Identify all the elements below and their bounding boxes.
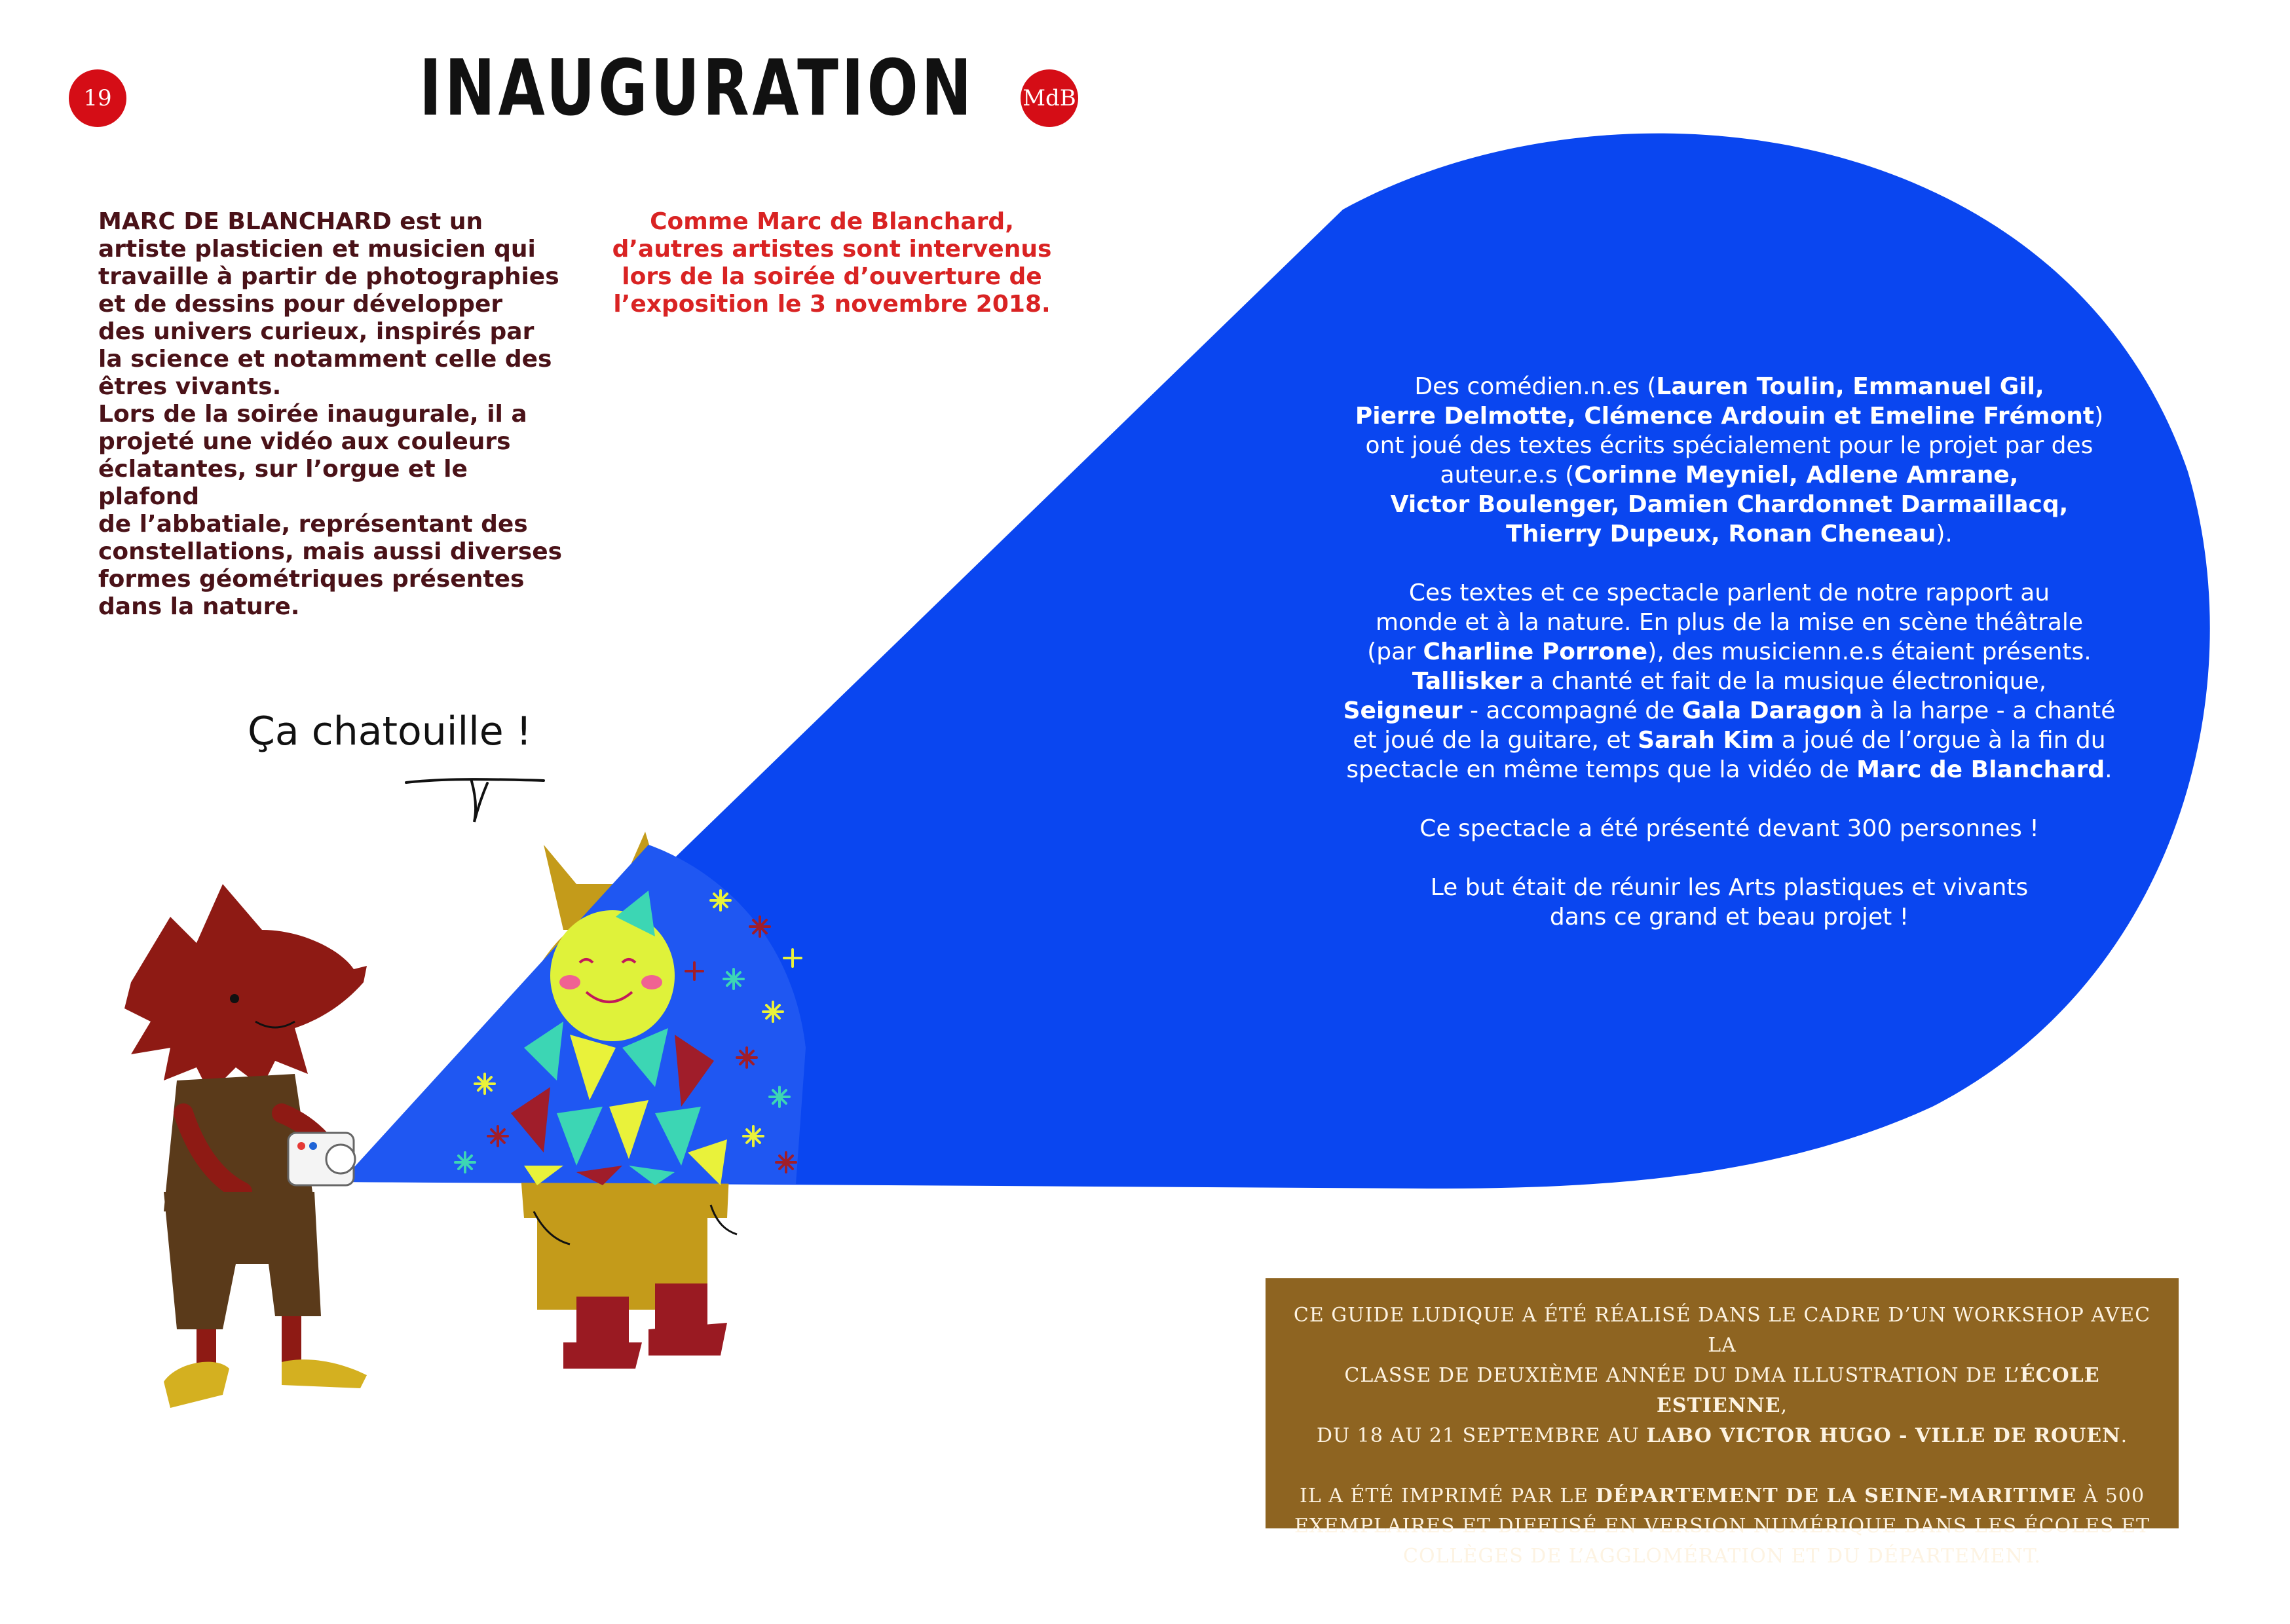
beam-paragraph-1: Des comédien.n.es (Lauren Toulin, Emmanuel Gil, Pierre Delmotte, Clémence Ardouin et Emeline Frémont) ont joué des textes écrits spécialement pour le projet par des auteur.e.s (Corinne Meyniel, Adlene Amrane, Victor Boulenger, Damien Chardonnet Darmaillacq, Thierry Dupeux, Ronan Cheneau). [1355, 373, 2104, 547]
text-line: projeté une vidéo aux couleurs [98, 428, 511, 455]
text-line: l’exposition le 3 novembre 2018. [613, 291, 1051, 318]
text-line: constellations, mais aussi diverses [98, 538, 563, 565]
text-line: et de dessins pour développer [98, 291, 503, 318]
artist-initials-badge [1021, 69, 1078, 127]
text-line: travaille à partir de photographies [98, 263, 559, 290]
speech-bubble-text: Ça chatouille ! [248, 709, 532, 754]
text-line: Comme Marc de Blanchard, [650, 208, 1014, 235]
text-line: dans la nature. [98, 593, 300, 620]
beam-paragraph-2: Ces textes et ce spectacle parlent de notre rapport au monde et à la nature. En plus de la mise en scène théâtrale (par Charline Porrone), des musicienn.e.s étaient présents. Tallisker a chanté et fait de la musique électronique, Seigneur - accompagné de Gala Daragon à la harpe - a chanté et joué de la guitare, et Sarah Kim a joué de l’orgue à la fin du spectacle en même temps que la vidéo de Marc de Blanchard. [1343, 580, 2116, 783]
credits-paragraph-1: CE GUIDE LUDIQUE A ÉTÉ RÉALISÉ DANS LE CADRE D’UN WORKSHOP AVEC LA CLASSE DE DEUXIÈME ANNÉE DU DMA ILLUSTRATION DE L’ÉCOLE ESTIENNE, DU 18 AU 21 SEPTEMBRE AU LABO VICTOR HUGO - VILLE DE ROUEN. [1293, 1304, 2151, 1447]
page-number: 19 [83, 85, 112, 111]
text-line: des univers curieux, inspirés par [98, 318, 535, 345]
text-line: lors de la soirée d’ouverture de [622, 263, 1042, 290]
text-line: la science et notamment celle des [98, 346, 552, 373]
text-line: d’autres artistes sont intervenus [612, 236, 1052, 263]
artist-initials: MdB [1023, 85, 1076, 111]
text-line: êtres vivants. [98, 373, 282, 400]
camera-icon [288, 1133, 355, 1185]
text-line: éclatantes, sur l’orgue et le plafond [98, 456, 468, 510]
speech-tail [406, 779, 544, 822]
page-number-badge [69, 69, 126, 127]
text-line: de l’abbatiale, représentant des [98, 511, 528, 538]
text-line: formes géométriques présentes [98, 566, 525, 593]
page-title: INAUGURATION [419, 43, 975, 133]
beam-paragraph-4: Le but était de réunir les Arts plastiques et vivants dans ce grand et beau projet ! [1430, 874, 2029, 931]
text-line: artiste plasticien et musicien qui [98, 236, 536, 263]
text-line: MARC DE BLANCHARD est un [98, 208, 483, 235]
red-note-text [609, 208, 1055, 318]
beam-text [1323, 372, 2135, 961]
credits-box [1266, 1278, 2179, 1568]
intro-text [98, 208, 570, 621]
beam-paragraph-3: Ce spectacle a été présenté devant 300 personnes ! [1419, 815, 2039, 842]
text-line: Lors de la soirée inaugurale, il a [98, 401, 527, 428]
credits-paragraph-2: IL A ÉTÉ IMPRIMÉ PAR LE DÉPARTEMENT DE LA SEINE-MARITIME À 500 EXEMPLAIRES ET DIFFUSÉ EN VERSION NUMÉRIQUE DANS LES ÉCOLES ET COLLÈGES DE L’AGGLOMÉRATION ET DU DÉPARTEMENT. [1294, 1485, 2150, 1568]
